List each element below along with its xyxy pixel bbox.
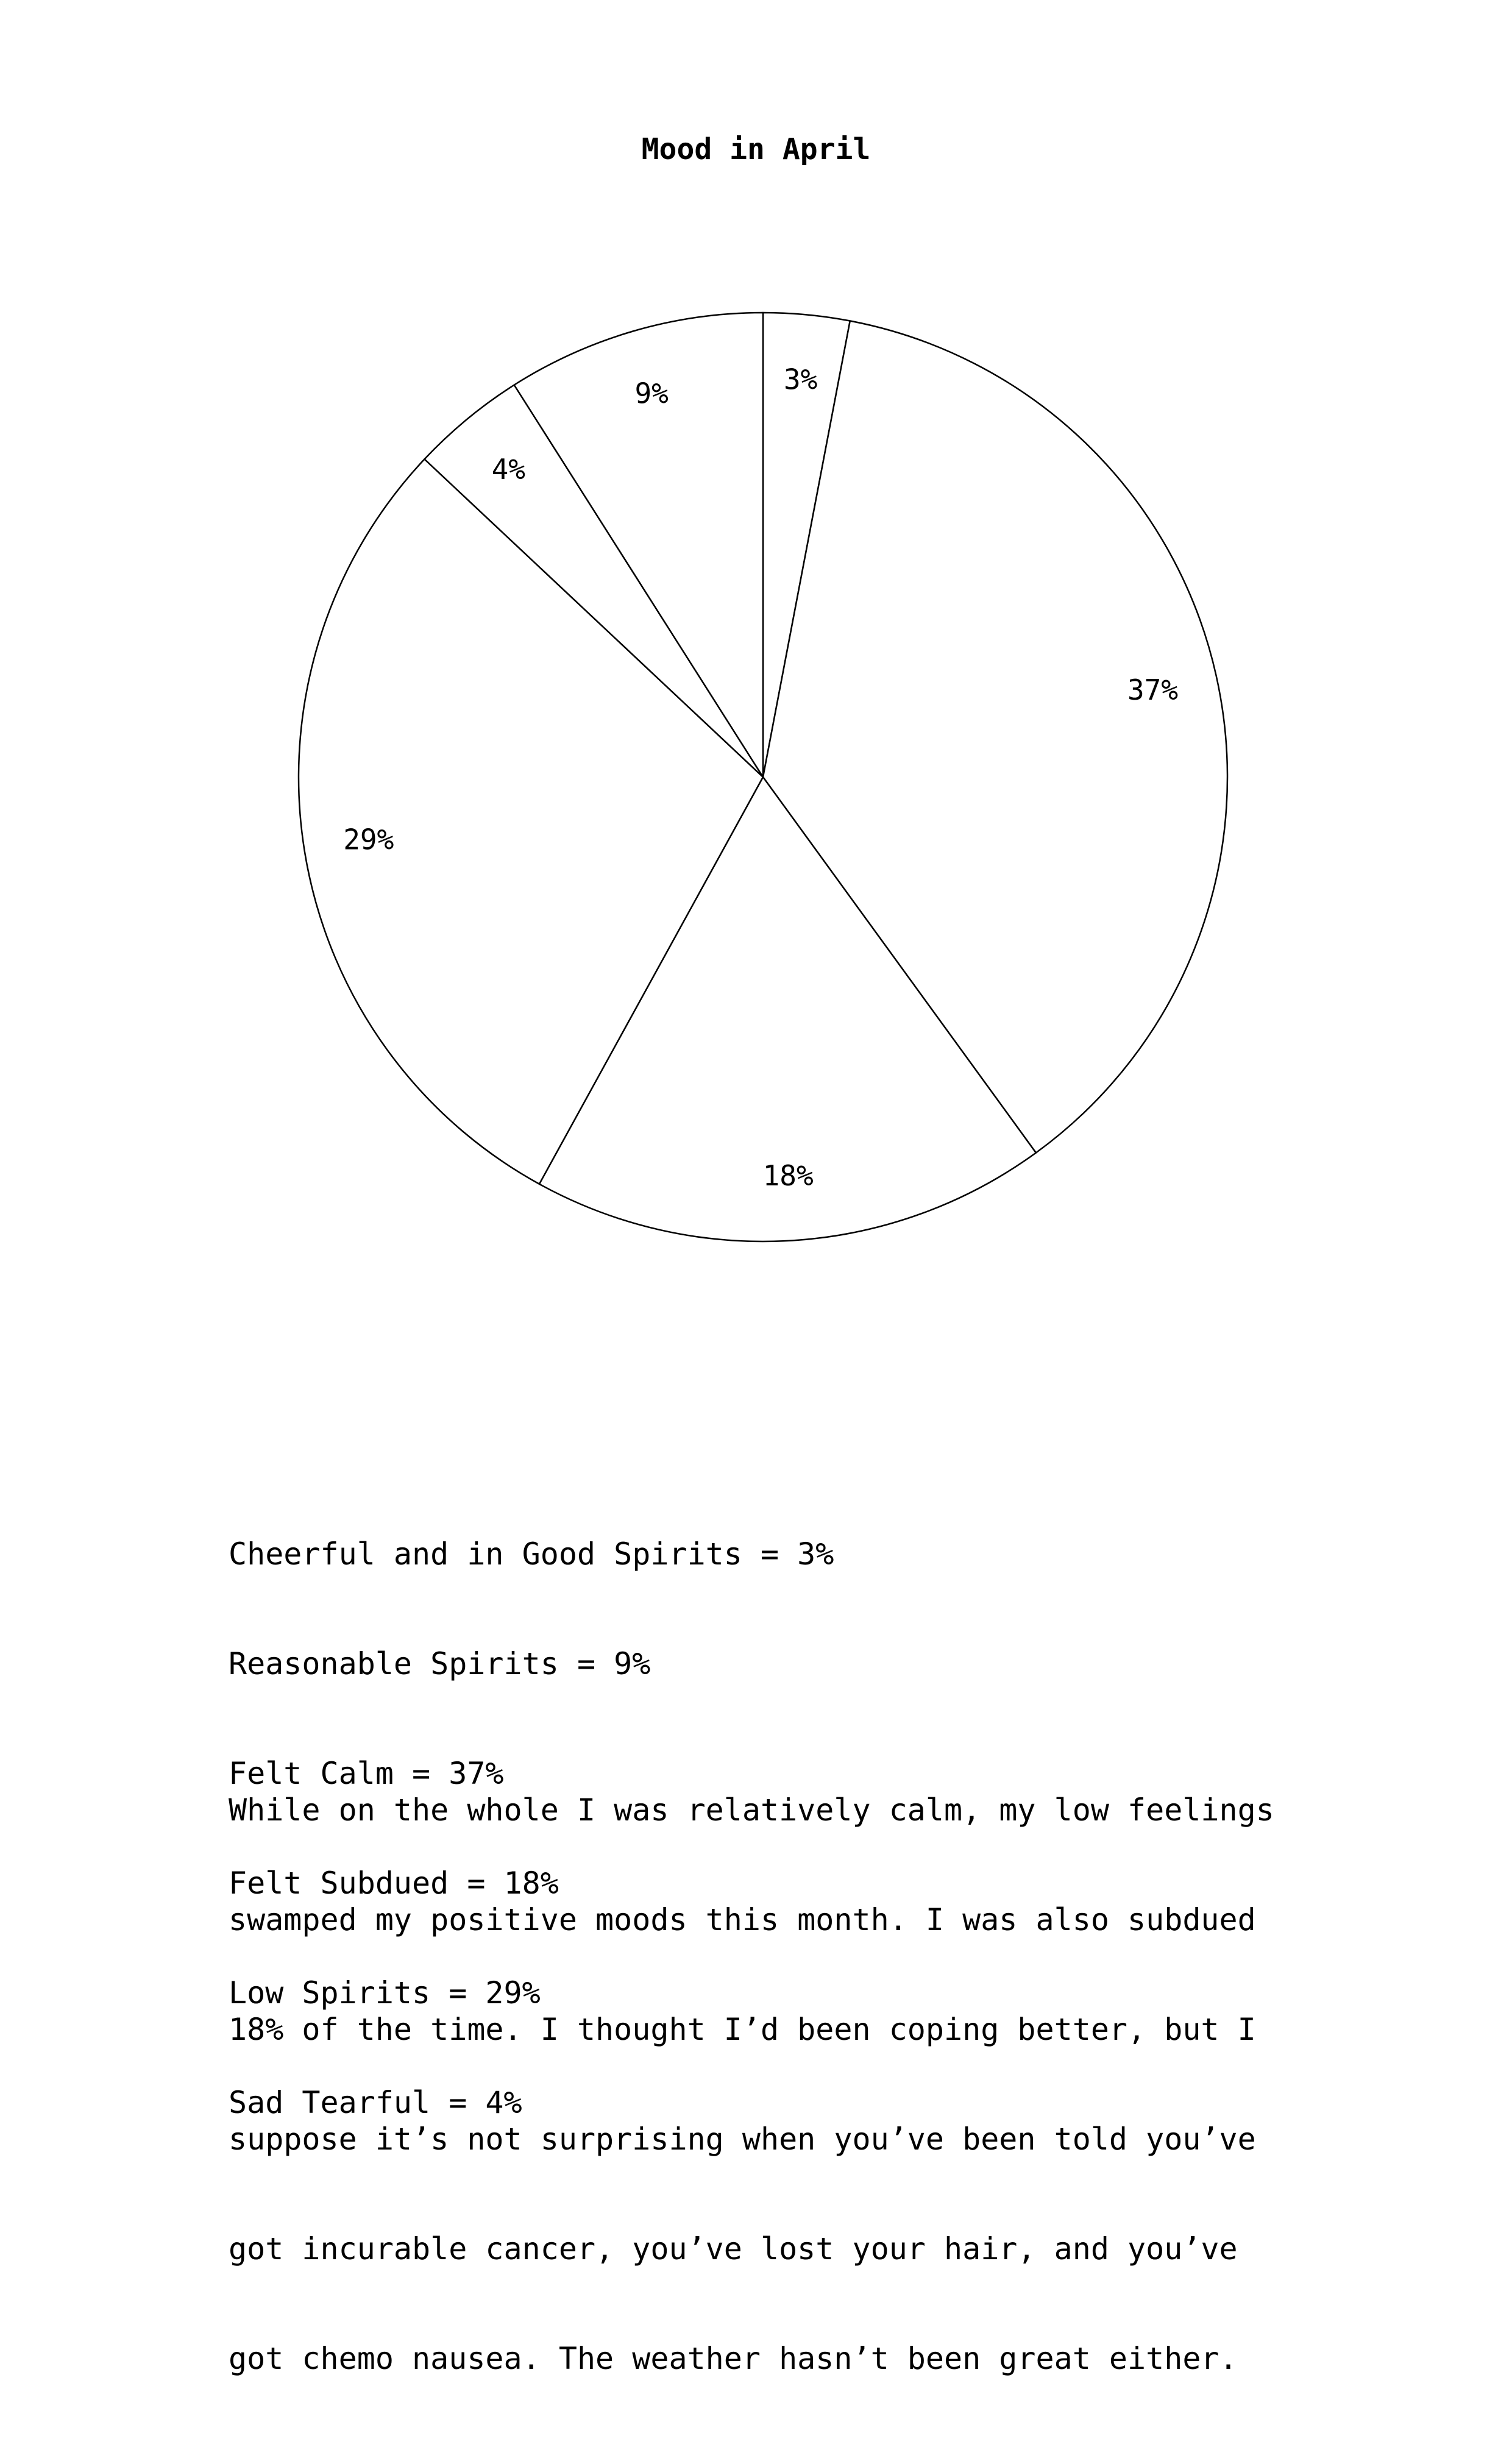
pie-slice-label: 9% xyxy=(634,377,669,410)
pie-slices xyxy=(299,313,1227,1241)
commentary-paragraph xyxy=(229,1719,1274,2450)
legend-item: Felt Subdued = 18% xyxy=(229,1866,559,1901)
commentary-line: got chemo nausea. The weather hasn’t been great either. xyxy=(229,2341,1238,2376)
legend-item: Sad Tearful = 4% xyxy=(229,2085,522,2120)
commentary-line: got incurable cancer, you’ve lost your hair, and you’ve xyxy=(229,2231,1238,2267)
pie-slice-label: 18% xyxy=(762,1159,814,1193)
pie-slice-label: 37% xyxy=(1127,673,1179,707)
chart-title: Mood in April xyxy=(641,132,871,166)
pie-slice-label: 4% xyxy=(491,453,525,486)
pie-slice-label: 29% xyxy=(343,823,394,856)
commentary-line: suppose it’s not surprising when you’ve been told you’ve xyxy=(229,2122,1256,2157)
commentary-line: While on the whole I was relatively calm, my low feelings xyxy=(229,1792,1274,1828)
legend-item: Felt Calm = 37% xyxy=(229,1756,504,1791)
legend-item: Low Spirits = 29% xyxy=(229,1975,541,2011)
legend-item: Reasonable Spirits = 9% xyxy=(229,1646,651,1681)
commentary-line: 18% of the time. I thought I’d been coping better, but I xyxy=(229,2012,1256,2047)
pie-slice-label: 3% xyxy=(783,363,818,396)
legend-item: Cheerful and in Good Spirits = 3% xyxy=(229,1536,834,1572)
commentary-line: swamped my positive moods this month. I was also subdued xyxy=(229,1902,1256,1937)
